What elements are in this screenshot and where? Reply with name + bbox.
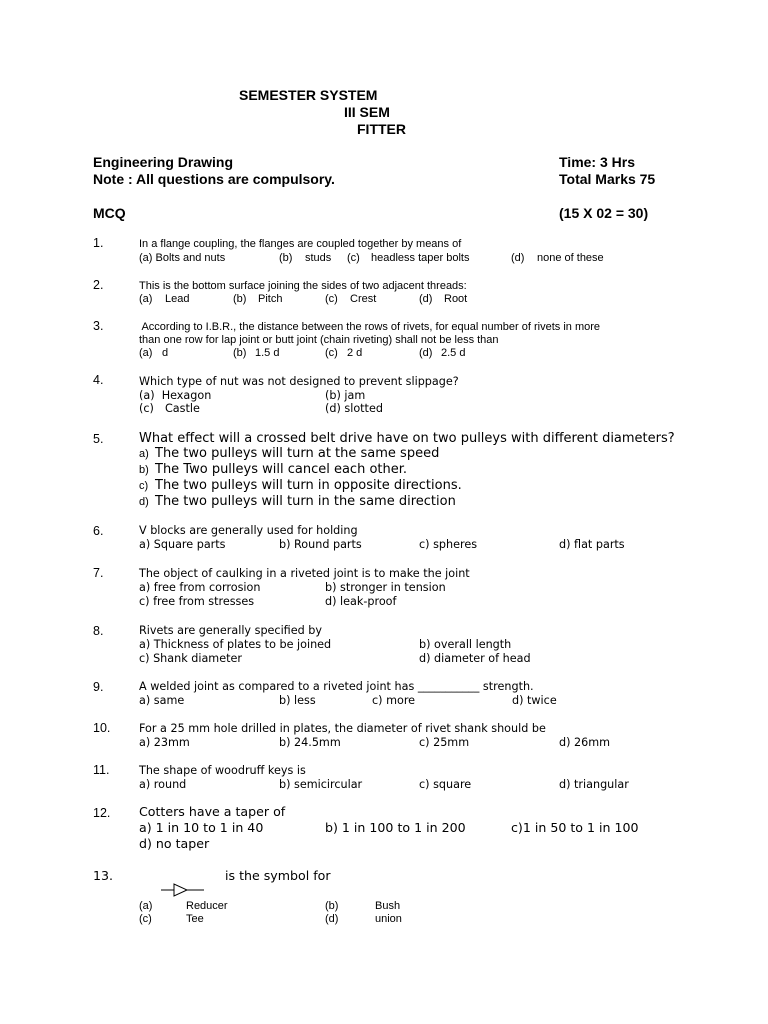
option-b: b) stronger in tension bbox=[325, 581, 446, 594]
option-d: 2.5 d bbox=[441, 347, 466, 359]
question-stem: Rivets are generally specified by bbox=[139, 624, 322, 637]
question-number: 8. bbox=[93, 624, 104, 638]
question-stem: The shape of woodruff keys is bbox=[139, 764, 306, 777]
question-stem-line2: than one row for lap joint or butt joint (chain riveting) shall not be less than bbox=[139, 334, 499, 346]
option-d: d) triangular bbox=[559, 778, 629, 791]
question-number: 12. bbox=[93, 806, 111, 820]
question-number: 6. bbox=[93, 524, 104, 538]
question-stem: A welded joint as compared to a riveted joint has ___________ strength. bbox=[139, 680, 534, 693]
option-b-marker: (b) bbox=[325, 900, 339, 912]
option-b-marker: (b) bbox=[233, 293, 247, 305]
option-c-marker: (c) bbox=[139, 913, 152, 925]
question-number: 4. bbox=[93, 373, 104, 387]
option-a: (a) Bolts and nuts bbox=[139, 252, 226, 264]
option-a: Lead bbox=[165, 293, 190, 305]
option-a: a) Square parts bbox=[139, 538, 226, 551]
question-stem: For a 25 mm hole drilled in plates, the diameter of rivet shank should be bbox=[139, 722, 546, 735]
question-stem: V blocks are generally used for holding bbox=[139, 524, 358, 537]
option-c: 2 d bbox=[347, 347, 363, 359]
option-d: d) flat parts bbox=[559, 538, 625, 551]
option-a: d bbox=[162, 347, 169, 359]
question-number: 13. bbox=[93, 868, 114, 883]
option-c: c) 25mm bbox=[419, 736, 470, 749]
option-c: headless taper bolts bbox=[371, 252, 470, 264]
reducer-pipe-symbol-icon bbox=[160, 880, 206, 900]
question-number: 7. bbox=[93, 566, 104, 580]
option-d-marker: (d) bbox=[325, 913, 339, 925]
option-a: (a) Hexagon bbox=[139, 389, 212, 402]
question-stem-line1: According to I.B.R., the distance between the rows of rivets, for equal number of rivets in more bbox=[139, 321, 601, 333]
section-marks: (15 X 02 = 30) bbox=[559, 205, 649, 221]
option-c: c) square bbox=[419, 778, 472, 791]
question-number: 1. bbox=[93, 236, 104, 250]
option-c-marker: c) bbox=[139, 480, 149, 492]
trade-label: FITTER bbox=[357, 121, 406, 137]
option-d: (d) slotted bbox=[325, 402, 383, 415]
question-number: 3. bbox=[93, 319, 104, 333]
option-b-marker: b) bbox=[139, 464, 149, 476]
option-b-marker: (b) bbox=[233, 347, 247, 359]
option-d-marker: d) bbox=[139, 496, 149, 508]
option-c: c) more bbox=[372, 694, 416, 707]
option-a-marker: (a) bbox=[139, 347, 153, 359]
option-c-marker: (c) bbox=[325, 347, 338, 359]
option-a-marker: (a) bbox=[139, 900, 153, 912]
option-b: b) less bbox=[279, 694, 316, 707]
option-d: union bbox=[375, 913, 402, 925]
option-b: b) semicircular bbox=[279, 778, 363, 791]
option-d: The two pulleys will turn in the same direction bbox=[155, 494, 456, 509]
option-c-marker: (c) bbox=[325, 293, 338, 305]
option-d-marker: (d) bbox=[419, 347, 433, 359]
exam-duration: Time: 3 Hrs bbox=[559, 154, 635, 170]
subject-title: Engineering Drawing bbox=[93, 154, 234, 170]
option-b: b) 24.5mm bbox=[279, 736, 341, 749]
option-b: studs bbox=[305, 252, 332, 264]
option-d: d) twice bbox=[512, 694, 557, 707]
option-c: c) spheres bbox=[419, 538, 478, 551]
option-d: d) no taper bbox=[139, 836, 210, 851]
option-a: a) 23mm bbox=[139, 736, 190, 749]
option-a: a) round bbox=[139, 778, 187, 791]
option-a: The two pulleys will turn at the same speed bbox=[155, 446, 440, 461]
option-d: d) leak-proof bbox=[325, 595, 397, 608]
option-c: Crest bbox=[350, 293, 377, 305]
option-c: Tee bbox=[186, 913, 204, 925]
option-d-marker: (d) bbox=[511, 252, 525, 264]
option-b: 1.5 d bbox=[255, 347, 280, 359]
question-stem: The object of caulking in a riveted joint is to make the joint bbox=[139, 567, 470, 580]
question-stem: This is the bottom surface joining the sides of two adjacent threads: bbox=[139, 280, 467, 292]
option-b: b) overall length bbox=[419, 638, 512, 651]
question-stem: Which type of nut was not designed to prevent slippage? bbox=[139, 375, 459, 388]
option-d-marker: (d) bbox=[419, 293, 433, 305]
option-b: b) Round parts bbox=[279, 538, 362, 551]
question-number: 5. bbox=[93, 432, 104, 446]
option-b: Bush bbox=[375, 900, 401, 912]
option-a-marker: (a) bbox=[139, 293, 153, 305]
option-d: none of these bbox=[537, 252, 604, 264]
section-title: MCQ bbox=[93, 205, 126, 221]
option-a: a) free from corrosion bbox=[139, 581, 261, 594]
option-c: c) free from stresses bbox=[139, 595, 255, 608]
option-c-marker: (c) bbox=[347, 252, 360, 264]
option-d: Root bbox=[444, 293, 468, 305]
instructions-note: Note : All questions are compulsory. bbox=[93, 171, 335, 187]
semester-label: III SEM bbox=[344, 104, 390, 120]
option-d: d) diameter of head bbox=[419, 652, 531, 665]
exam-system-title: SEMESTER SYSTEM bbox=[239, 87, 378, 103]
total-marks: Total Marks 75 bbox=[559, 171, 656, 187]
option-c: Castle bbox=[165, 402, 200, 415]
question-number: 9. bbox=[93, 680, 104, 694]
option-b: b) 1 in 100 to 1 in 200 bbox=[325, 820, 466, 835]
option-b: The Two pulleys will cancel each other. bbox=[155, 462, 408, 477]
question-stem: Cotters have a taper of bbox=[139, 804, 286, 819]
option-b: Pitch bbox=[258, 293, 283, 305]
option-a-marker: a) bbox=[139, 448, 149, 460]
question-stem: In a flange coupling, the flanges are coupled together by means of bbox=[139, 238, 462, 250]
option-a: Reducer bbox=[186, 900, 228, 912]
question-number: 10. bbox=[93, 721, 111, 735]
option-b-marker: (b) bbox=[279, 252, 293, 264]
option-c: c) Shank diameter bbox=[139, 652, 242, 665]
question-number: 11. bbox=[93, 763, 110, 777]
option-a: a) same bbox=[139, 694, 185, 707]
option-c-marker: (c) bbox=[139, 402, 154, 415]
option-b: (b) jam bbox=[325, 389, 366, 402]
question-stem: is the symbol for bbox=[225, 868, 331, 883]
option-a: a) Thickness of plates to be joined bbox=[139, 638, 332, 651]
option-d: d) 26mm bbox=[559, 736, 611, 749]
option-c: c)1 in 50 to 1 in 100 bbox=[511, 820, 639, 835]
option-c: The two pulleys will turn in opposite directions. bbox=[155, 478, 462, 493]
option-a: a) 1 in 10 to 1 in 40 bbox=[139, 820, 264, 835]
question-number: 2. bbox=[93, 278, 104, 292]
question-stem: What effect will a crossed belt drive have on two pulleys with different diameters? bbox=[139, 431, 675, 446]
